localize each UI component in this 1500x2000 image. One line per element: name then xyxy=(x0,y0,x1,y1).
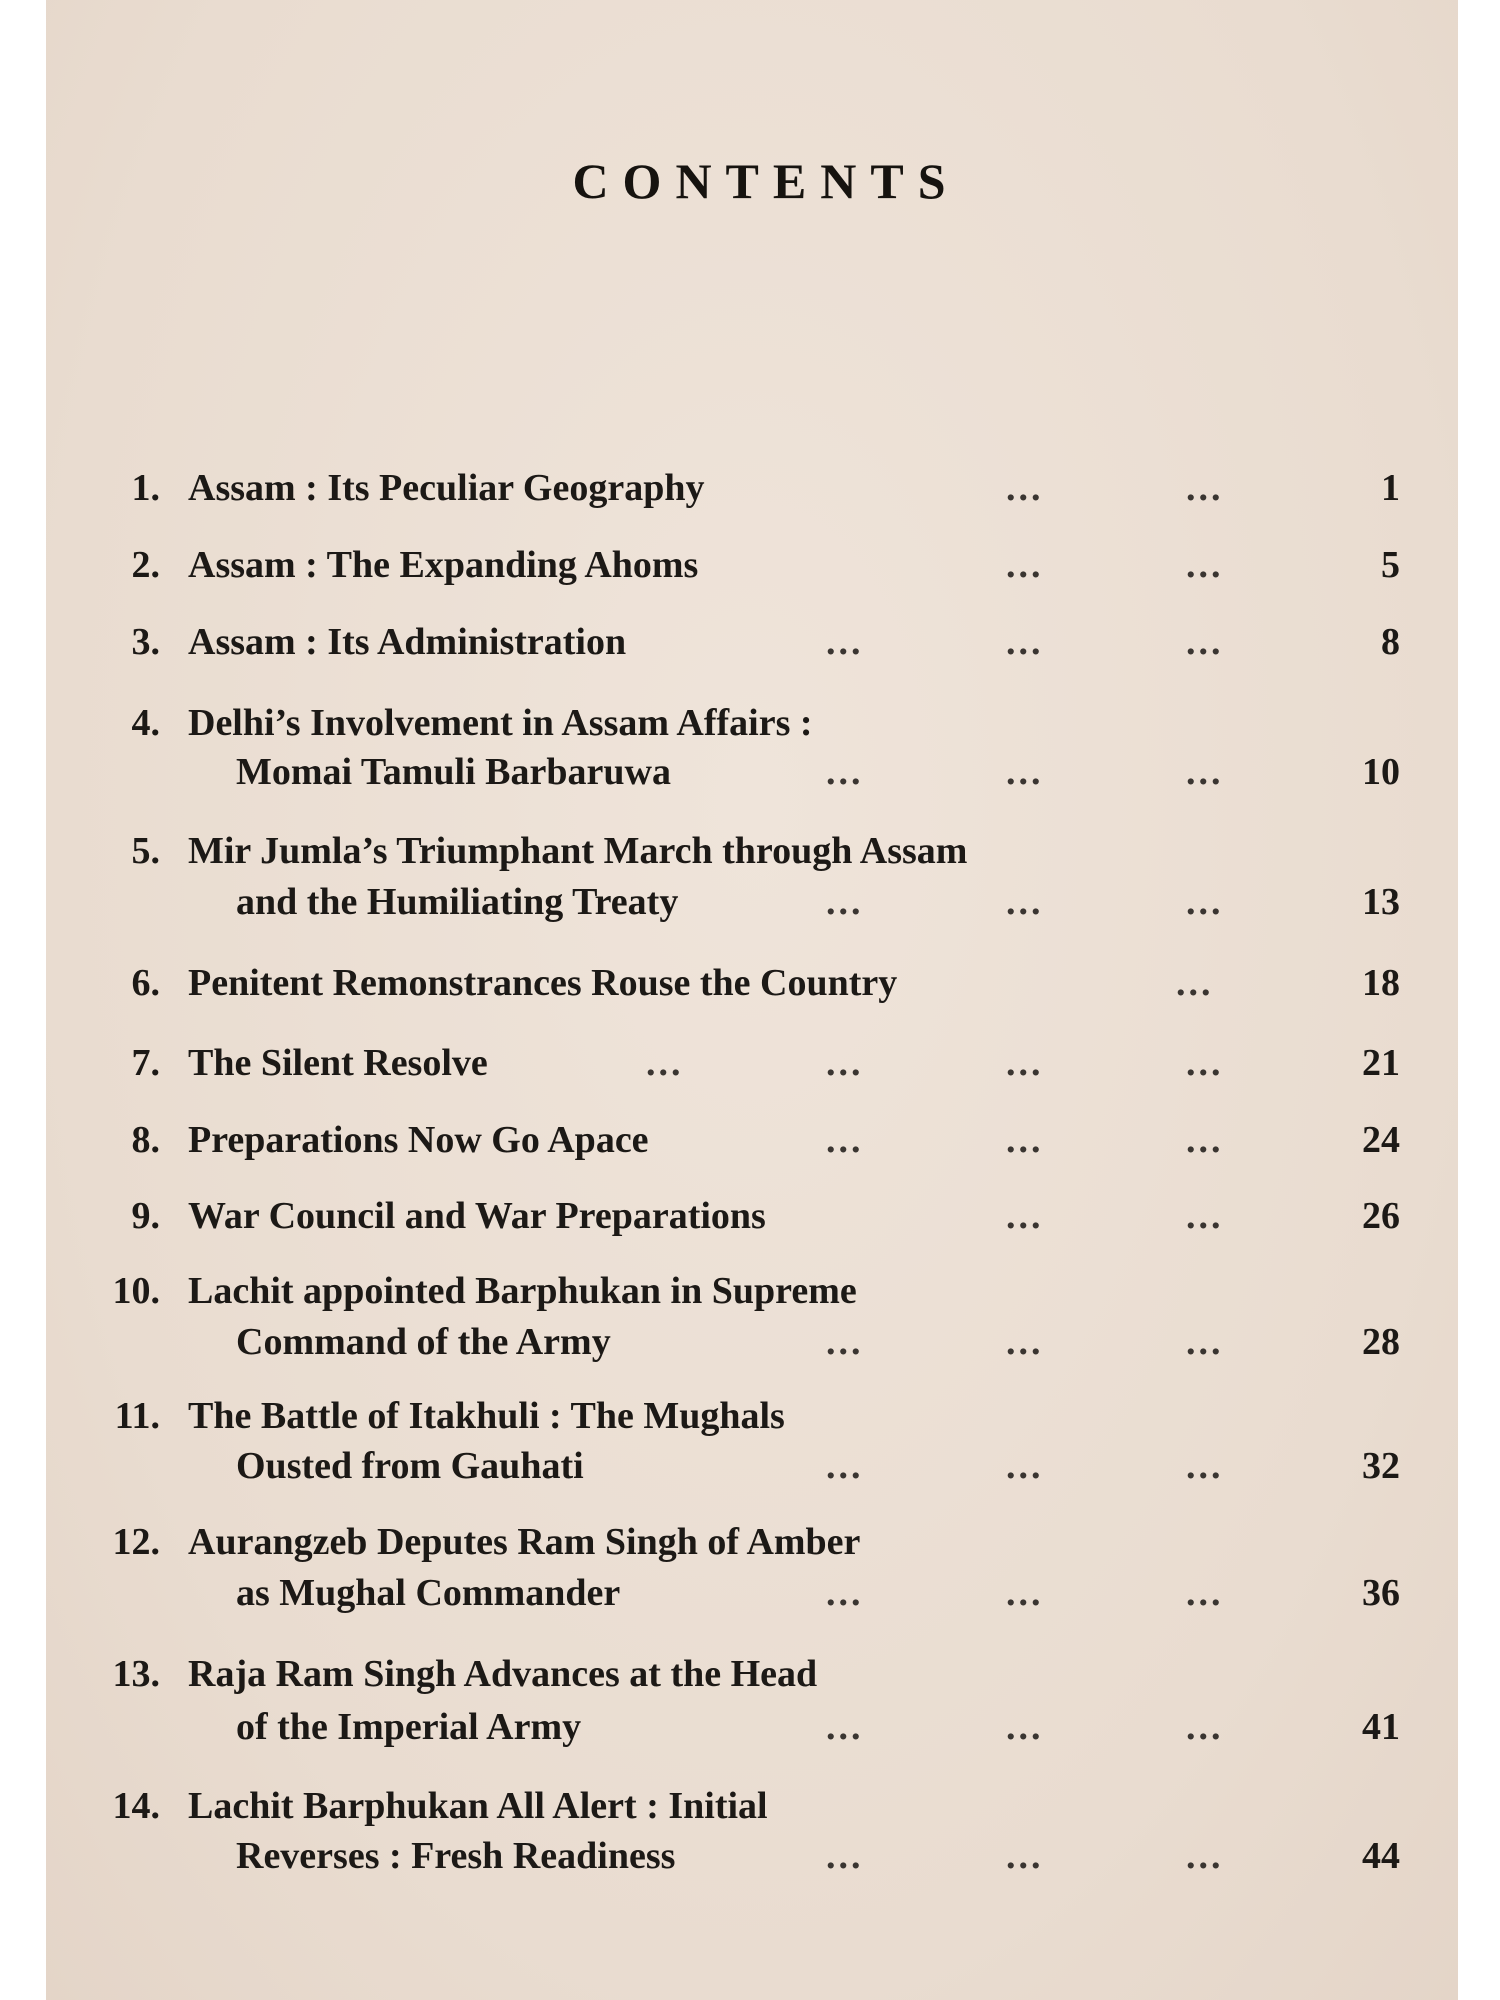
entry-title: Lachit appointed Barphukan in Supreme xyxy=(188,1270,857,1312)
dot-leader: ... xyxy=(826,751,864,793)
entry-page: 5 xyxy=(1381,544,1400,586)
entry-title-continued: Command of the Army xyxy=(236,1321,611,1363)
entry-number: 12. xyxy=(112,1521,160,1563)
entry-title: Lachit Barphukan All Alert : Initial xyxy=(188,1785,768,1827)
entry-page: 13 xyxy=(1362,881,1400,923)
dot-leader: ... xyxy=(1186,1572,1224,1614)
dot-leader: ... xyxy=(1186,1706,1224,1748)
dot-leader: ... xyxy=(1006,881,1044,923)
entry-title-continued: Reverses : Fresh Readiness xyxy=(236,1835,676,1877)
entry-number: 5. xyxy=(131,830,160,872)
entry-title: The Silent Resolve xyxy=(188,1042,488,1084)
entry-title: Assam : Its Peculiar Geography xyxy=(188,467,705,509)
entry-title: Assam : The Expanding Ahoms xyxy=(188,544,699,586)
dot-leader: ... xyxy=(826,1706,864,1748)
dot-leader: ... xyxy=(1006,1195,1044,1237)
entry-title: War Council and War Preparations xyxy=(188,1195,766,1237)
dot-leader: ... xyxy=(1006,1321,1044,1363)
entry-title: Aurangzeb Deputes Ram Singh of Amber xyxy=(188,1521,861,1563)
entry-title: Penitent Remonstrances Rouse the Country xyxy=(188,962,898,1004)
entry-title: Assam : Its Administration xyxy=(188,621,627,663)
dot-leader: ... xyxy=(1006,467,1044,509)
dot-leader: ... xyxy=(1186,751,1224,793)
entry-number: 7. xyxy=(131,1042,160,1084)
entry-title-continued: Ousted from Gauhati xyxy=(236,1445,584,1487)
dot-leader: ... xyxy=(1006,1042,1044,1084)
dot-leader: ... xyxy=(1006,1119,1044,1161)
dot-leader: ... xyxy=(1186,1445,1224,1487)
entry-page: 41 xyxy=(1362,1706,1400,1748)
entry-page: 24 xyxy=(1362,1119,1400,1161)
entry-number: 10. xyxy=(112,1270,160,1312)
dot-leader: ... xyxy=(1186,544,1224,586)
entry-title: Preparations Now Go Apace xyxy=(188,1119,649,1161)
dot-leader: ... xyxy=(826,621,864,663)
dot-leader: ... xyxy=(1186,1119,1224,1161)
entry-page: 44 xyxy=(1362,1835,1400,1877)
entry-number: 3. xyxy=(131,621,160,663)
entry-page: 32 xyxy=(1362,1445,1400,1487)
entry-title: Mir Jumla’s Triumphant March through Assam xyxy=(188,830,968,872)
book-page xyxy=(46,0,1458,2000)
dot-leader: ... xyxy=(826,1572,864,1614)
dot-leader: ... xyxy=(1006,621,1044,663)
entry-number: 13. xyxy=(112,1653,160,1695)
entry-title-continued: and the Humiliating Treaty xyxy=(236,881,679,923)
dot-leader: ... xyxy=(1186,881,1224,923)
entry-page: 18 xyxy=(1362,962,1400,1004)
dot-leader: ... xyxy=(826,1835,864,1877)
dot-leader: ... xyxy=(826,881,864,923)
entry-title-continued: Momai Tamuli Barbaruwa xyxy=(236,751,671,793)
dot-leader: ... xyxy=(1186,1195,1224,1237)
entry-number: 9. xyxy=(131,1195,160,1237)
dot-leader: ... xyxy=(646,1042,684,1084)
dot-leader: ... xyxy=(826,1445,864,1487)
dot-leader: ... xyxy=(1186,1042,1224,1084)
entry-number: 4. xyxy=(131,702,160,744)
dot-leader: ... xyxy=(826,1321,864,1363)
dot-leader: ... xyxy=(1006,1572,1044,1614)
entry-page: 21 xyxy=(1362,1042,1400,1084)
entry-title: The Battle of Itakhuli : The Mughals xyxy=(188,1395,785,1437)
dot-leader: ... xyxy=(1186,467,1224,509)
page-title: CONTENTS xyxy=(572,153,960,209)
dot-leader: ... xyxy=(1006,1445,1044,1487)
dot-leader: ... xyxy=(1186,1835,1224,1877)
entry-number: 6. xyxy=(131,962,160,1004)
entry-page: 10 xyxy=(1362,751,1400,793)
dot-leader: ... xyxy=(826,1042,864,1084)
dot-leader: ... xyxy=(1006,751,1044,793)
entry-title-continued: of the Imperial Army xyxy=(236,1706,582,1748)
entry-number: 14. xyxy=(112,1785,160,1827)
entry-page: 26 xyxy=(1362,1195,1400,1237)
entry-number: 11. xyxy=(114,1395,160,1437)
entry-page: 36 xyxy=(1362,1572,1400,1614)
dot-leader: ... xyxy=(1006,1835,1044,1877)
dot-leader: ... xyxy=(1006,544,1044,586)
entry-page: 28 xyxy=(1362,1321,1400,1363)
dot-leader: ... xyxy=(826,1119,864,1161)
dot-leader: ... xyxy=(1186,1321,1224,1363)
entry-page: 1 xyxy=(1381,467,1400,509)
dot-leader: ... xyxy=(1006,1706,1044,1748)
entry-title: Delhi’s Involvement in Assam Affairs : xyxy=(188,702,813,744)
dot-leader: ... xyxy=(1186,621,1224,663)
entry-title-continued: as Mughal Commander xyxy=(236,1572,621,1614)
entry-title: Raja Ram Singh Advances at the Head xyxy=(188,1653,818,1695)
entry-page: 8 xyxy=(1381,621,1400,663)
entry-number: 2. xyxy=(131,544,160,586)
dot-leader: ... xyxy=(1176,962,1214,1004)
entry-number: 8. xyxy=(131,1119,160,1161)
entry-number: 1. xyxy=(131,467,160,509)
